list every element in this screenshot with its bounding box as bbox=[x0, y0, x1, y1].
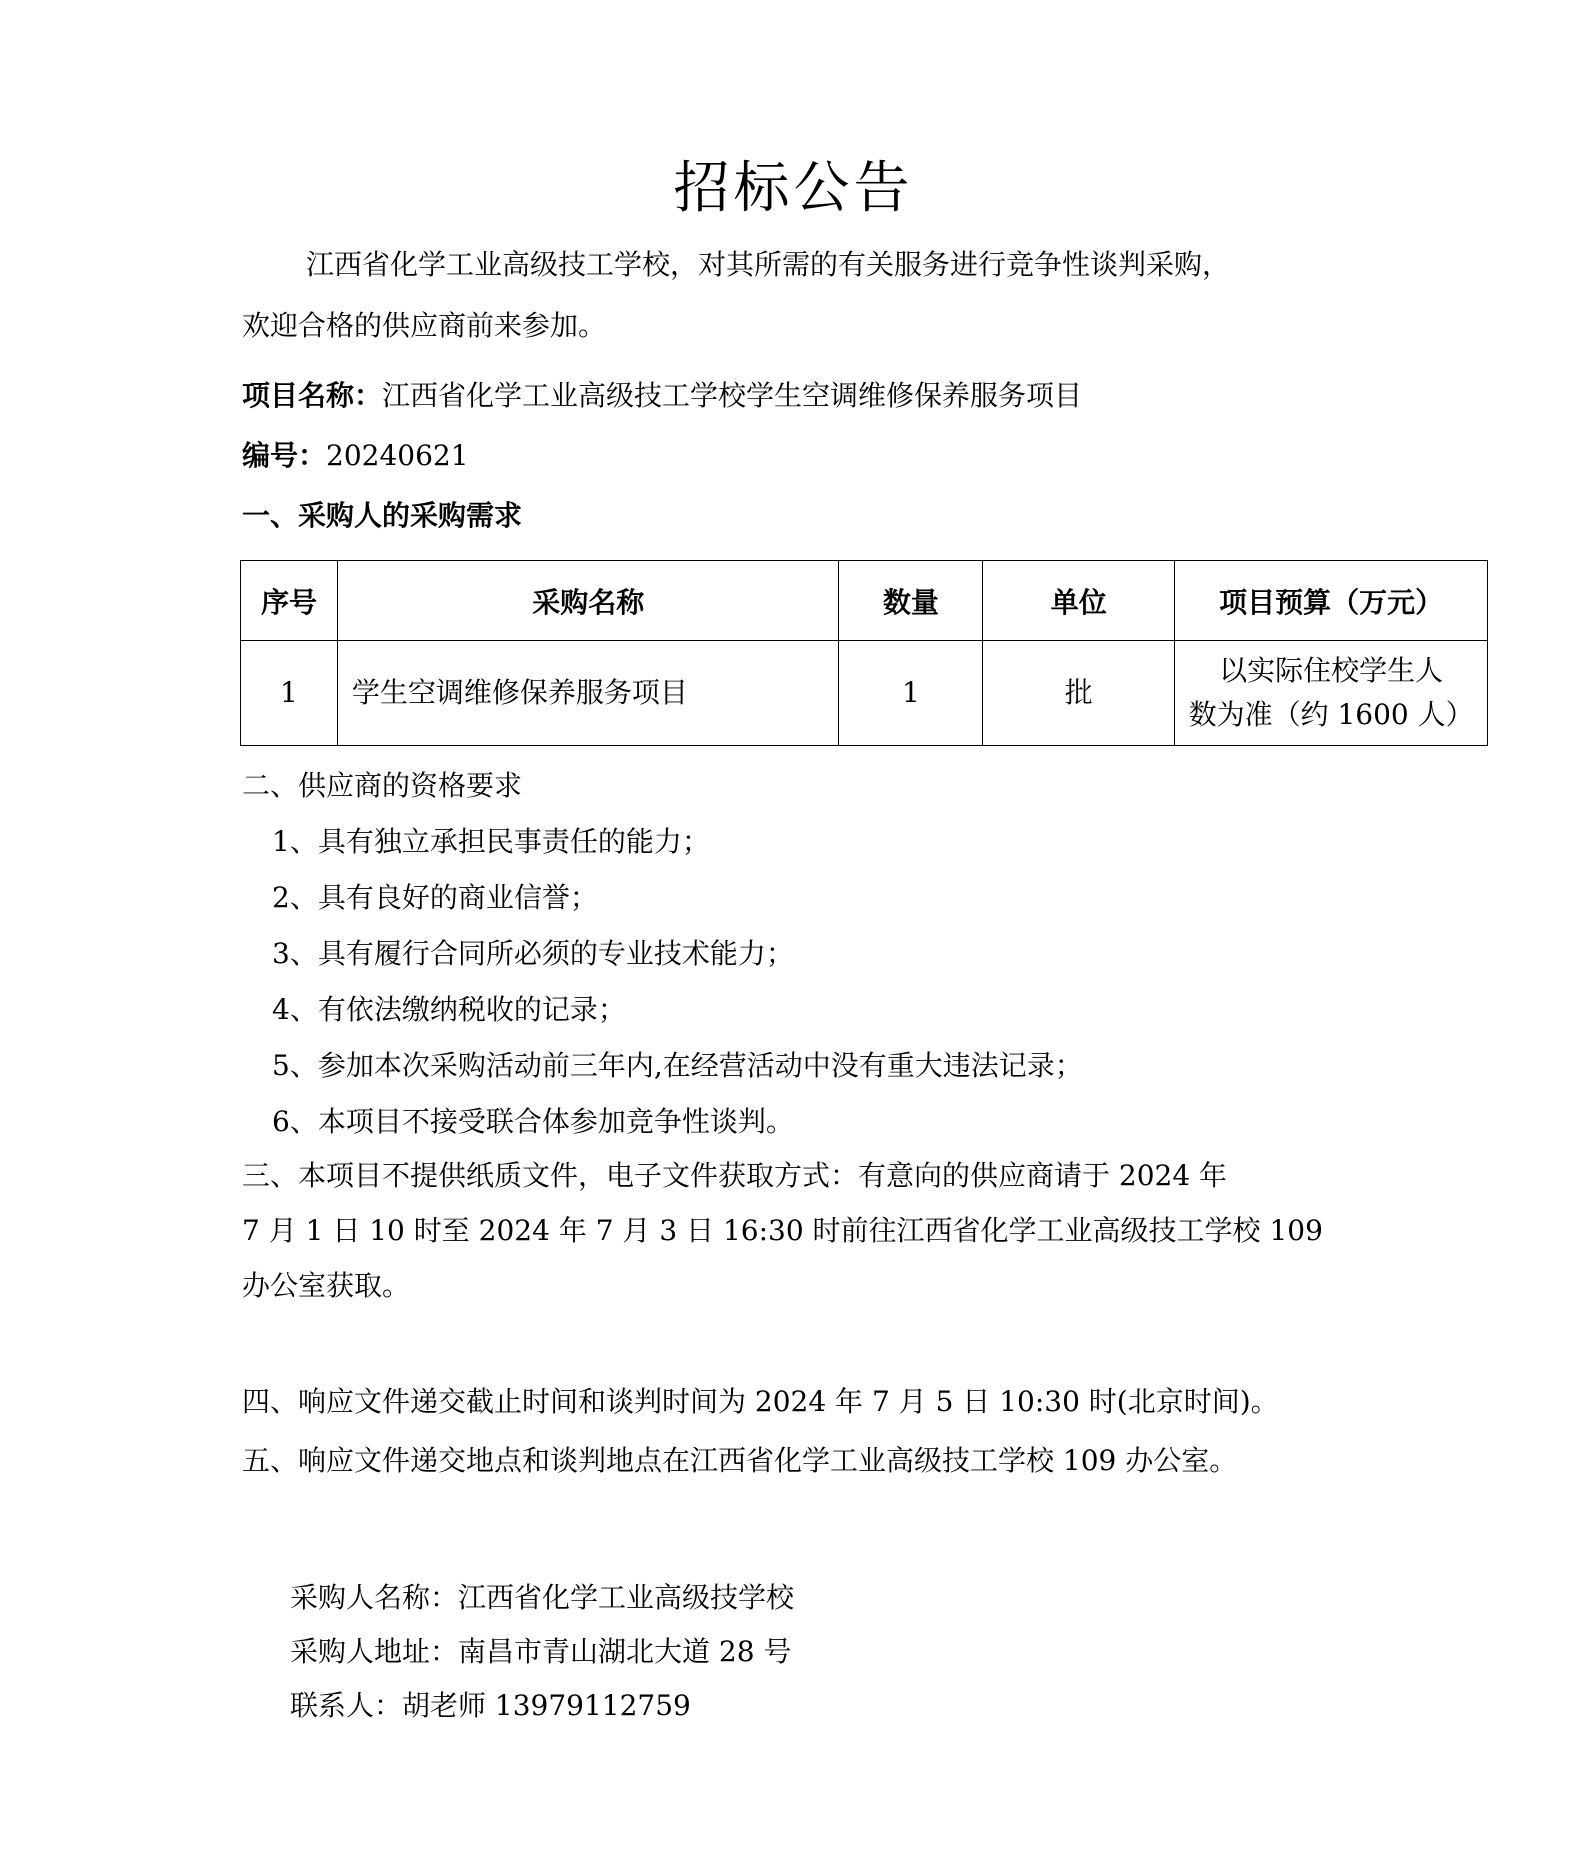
budget-line-1: 以实际住校学生人 bbox=[1219, 654, 1444, 687]
project-name-label: 项目名称： bbox=[242, 379, 383, 412]
table-header-cell: 数量 bbox=[839, 561, 983, 641]
intro-line-1: 江西省化学工业高级技工学校，对其所需的有关服务进行竞争性谈判采购， bbox=[306, 248, 1231, 281]
table-cell-name: 学生空调维修保养服务项目 bbox=[337, 641, 839, 746]
table-header-row bbox=[241, 561, 1488, 641]
table-cell-no: 1 bbox=[241, 641, 338, 746]
table-cell-qty: 1 bbox=[839, 641, 983, 746]
requirement-item: 2、具有良好的商业信誉； bbox=[272, 881, 598, 914]
requirement-item: 3、具有履行合同所必须的专业技术能力； bbox=[272, 937, 794, 970]
contact-person: 联系人：胡老师 13979112759 bbox=[290, 1689, 691, 1722]
table-header-cell: 采购名称 bbox=[337, 561, 839, 641]
requirement-item: 4、有依法缴纳税收的记录； bbox=[272, 993, 626, 1026]
budget-line-2: 数为准（约 1600 人） bbox=[1188, 698, 1474, 731]
requirement-item: 5、参加本次采购活动前三年内,在经营活动中没有重大违法记录； bbox=[272, 1049, 1083, 1082]
section-4: 四、响应文件递交截止时间和谈判时间为 2024 年 7 月 5 日 10:30 时(北京时间)。 bbox=[242, 1385, 1279, 1418]
project-code-value: 20240621 bbox=[326, 439, 469, 472]
project-code-label: 编号： bbox=[242, 439, 327, 472]
section-3-line-2: 7 月 1 日 10 时至 2024 年 7 月 3 日 16:30 时前往江西省化学工业高级技工学校 109 bbox=[242, 1214, 1323, 1247]
buyer-address: 采购人地址：南昌市青山湖北大道 28 号 bbox=[290, 1635, 792, 1668]
project-code-line bbox=[242, 438, 469, 474]
page-title: 招标公告 bbox=[673, 156, 914, 221]
intro-line-2: 欢迎合格的供应商前来参加。 bbox=[242, 309, 607, 342]
table-cell-budget bbox=[1175, 641, 1488, 746]
table-row bbox=[241, 641, 1488, 746]
project-name-value: 江西省化学工业高级技工学校学生空调维修保养服务项目 bbox=[382, 379, 1083, 412]
project-name-line bbox=[242, 378, 1082, 414]
buyer-name: 采购人名称：江西省化学工业高级技学校 bbox=[290, 1581, 795, 1614]
procurement-table bbox=[240, 560, 1488, 746]
section-5: 五、响应文件递交地点和谈判地点在江西省化学工业高级技工学校 109 办公室。 bbox=[242, 1444, 1238, 1477]
table-header-cell: 项目预算（万元） bbox=[1175, 561, 1488, 641]
section-2-heading: 二、供应商的资格要求 bbox=[242, 769, 523, 802]
table-header-cell: 单位 bbox=[983, 561, 1175, 641]
section-3-line-3: 办公室获取。 bbox=[242, 1269, 411, 1302]
table-header-cell: 序号 bbox=[241, 561, 338, 641]
section-1-heading: 一、采购人的采购需求 bbox=[242, 499, 523, 532]
requirement-item: 1、具有独立承担民事责任的能力； bbox=[272, 825, 710, 858]
requirement-item: 6、本项目不接受联合体参加竞争性谈判。 bbox=[272, 1105, 794, 1138]
section-3-line-1: 三、本项目不提供纸质文件，电子文件获取方式：有意向的供应商请于 2024 年 bbox=[242, 1159, 1228, 1192]
table-cell-unit: 批 bbox=[983, 641, 1175, 746]
